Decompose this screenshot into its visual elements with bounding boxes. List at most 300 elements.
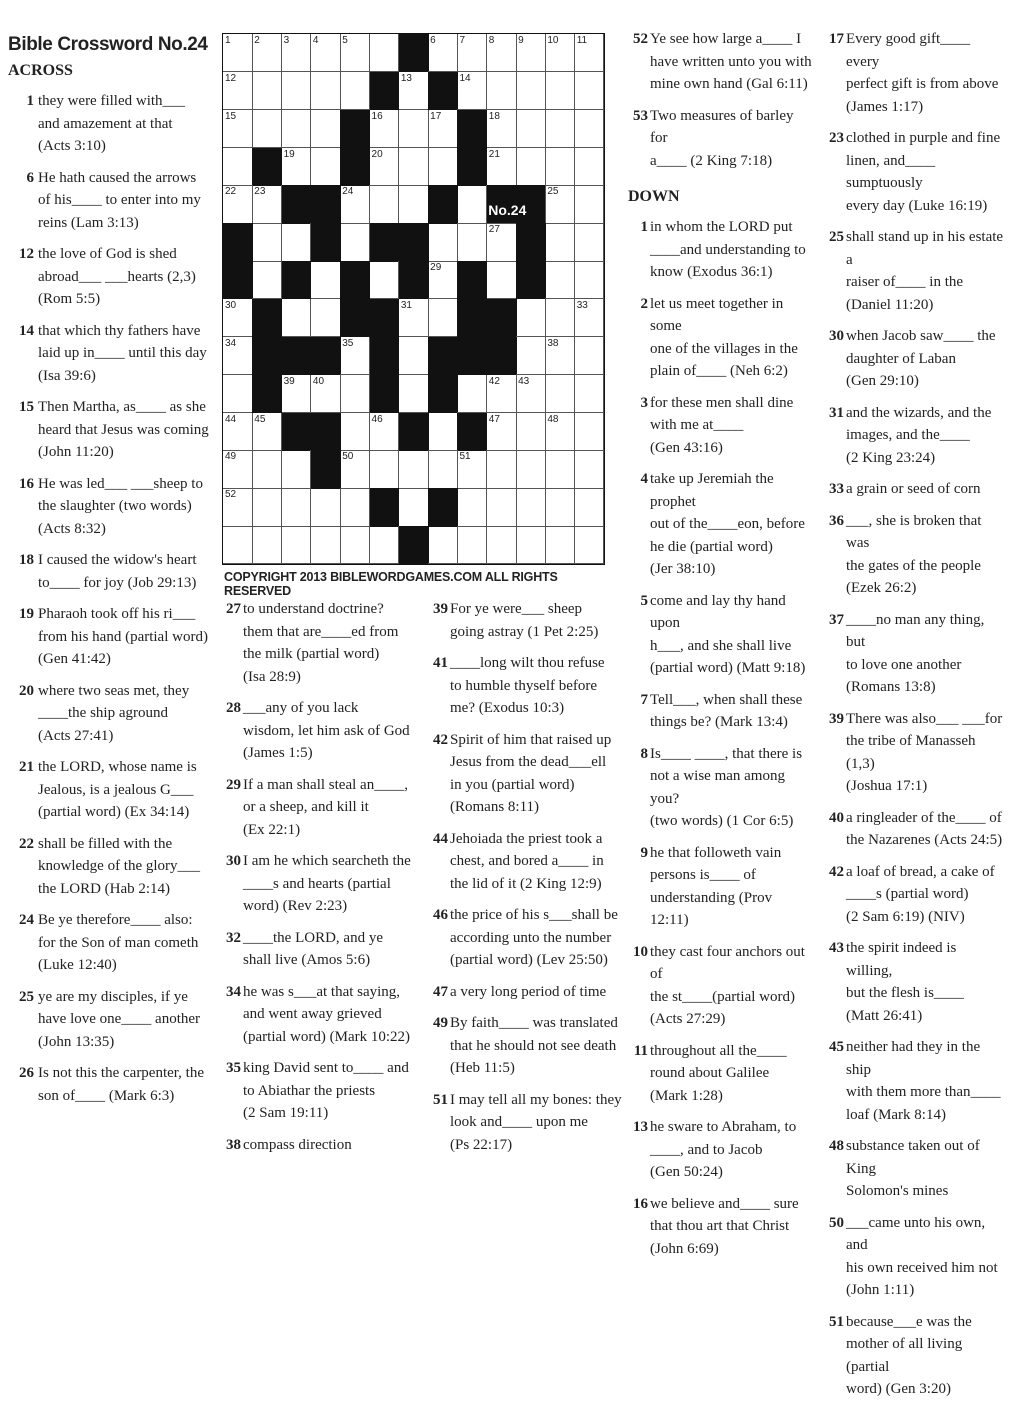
clue-text: to understand doctrine? them that are____ed from the milk (partial word) (Isa 28:9)	[243, 601, 399, 685]
cell-number: 14	[459, 72, 471, 84]
grid-cell[interactable]	[340, 526, 370, 564]
clue-item	[221, 850, 421, 918]
grid-cell[interactable]	[545, 185, 575, 223]
clue-text: that which thy fathers have laid up in____ until this day (Isa 39:6)	[38, 322, 207, 384]
clue-text: Two measures of barley for a____ (2 King 7:18)	[650, 107, 794, 169]
grid-block	[282, 337, 312, 375]
grid-cell[interactable]	[223, 148, 253, 186]
clue-item	[428, 598, 623, 643]
grid-cell[interactable]	[340, 450, 370, 488]
grid-cell[interactable]	[399, 299, 429, 337]
grid-cell[interactable]	[487, 72, 517, 110]
clue-text: a grain or seed of corn	[846, 481, 981, 497]
grid-cell[interactable]	[399, 185, 429, 223]
grid-block	[457, 299, 487, 337]
clue-text: neither had they in the ship with them more than____ loaf (Mark 8:14)	[846, 1039, 1001, 1123]
grid-cell[interactable]	[252, 526, 282, 564]
grid-cell[interactable]	[457, 34, 487, 72]
grid-cell[interactable]	[370, 185, 400, 223]
clue-item	[8, 396, 216, 464]
clue-number: 29	[226, 776, 241, 793]
clue-number: 16	[19, 475, 34, 492]
clue-item	[428, 729, 623, 819]
grid-cell[interactable]	[223, 450, 253, 488]
clue-number: 44	[433, 830, 448, 847]
clue-text: clothed in purple and fine linen, and____ sumptuously every day (Luke 16:19)	[846, 130, 1001, 214]
grid-cell[interactable]	[340, 223, 370, 261]
clue-text: king David sent to____ and to Abiathar the priests (2 Sam 19:11)	[243, 1060, 409, 1121]
grid-cell[interactable]	[487, 110, 517, 148]
grid-block	[311, 413, 341, 451]
grid-cell[interactable]	[575, 223, 605, 261]
grid-cell[interactable]	[575, 337, 605, 375]
clue-item	[628, 392, 813, 460]
clue-text: a ringleader of the____ of the Nazarenes (Acts 24:5)	[846, 809, 1003, 848]
grid-block	[252, 375, 282, 413]
clue-number: 3	[640, 394, 648, 411]
grid-cell[interactable]	[575, 261, 605, 299]
grid-cell[interactable]	[223, 34, 253, 72]
grid-cell[interactable]	[311, 148, 341, 186]
clue-number: 43	[829, 940, 844, 956]
clue-text: the price of his s___shall be according unto the number (partial word) (Lev 25:50)	[450, 907, 618, 968]
clue-number: 33	[829, 481, 844, 497]
grid-cell[interactable]	[487, 34, 517, 72]
puzzle-title: Bible Crossword No.24	[8, 34, 208, 55]
grid-cell[interactable]	[223, 299, 253, 337]
grid-cell[interactable]	[223, 488, 253, 526]
grid-cell[interactable]	[575, 110, 605, 148]
grid-cell[interactable]	[457, 185, 487, 223]
grid-cell[interactable]	[516, 450, 546, 488]
grid-cell[interactable]	[428, 110, 458, 148]
across-clue-list-2	[221, 598, 421, 1156]
clue-item	[824, 937, 1006, 1027]
clue-text: where two seas met, they ____the ship aground (Acts 27:41)	[38, 682, 190, 744]
grid-cell[interactable]	[428, 261, 458, 299]
down-heading: DOWN	[628, 188, 680, 205]
clue-text: and the wizards, and the images, and the____ (2 King 23:24)	[846, 404, 992, 466]
grid-cell[interactable]	[545, 261, 575, 299]
clue-text: a loaf of bread, a cake of ____s (partial word) (2 Sam 6:19) (NIV)	[846, 863, 995, 925]
grid-cell[interactable]	[370, 526, 400, 564]
grid-cell[interactable]	[457, 526, 487, 564]
grid-cell[interactable]	[252, 413, 282, 451]
clue-item	[824, 1212, 1006, 1302]
grid-cell[interactable]	[487, 413, 517, 451]
grid-cell[interactable]	[516, 72, 546, 110]
grid-block	[487, 299, 517, 337]
grid-cell[interactable]	[428, 450, 458, 488]
clue-number: 27	[226, 601, 241, 617]
grid-cell[interactable]	[545, 72, 575, 110]
grid-cell[interactable]	[370, 34, 400, 72]
grid-cell[interactable]	[282, 375, 312, 413]
grid-block	[340, 261, 370, 299]
grid-cell[interactable]	[516, 110, 546, 148]
grid-cell[interactable]	[575, 375, 605, 413]
clue-number: 10	[633, 943, 648, 960]
grid-block	[428, 185, 458, 223]
grid-block	[399, 413, 429, 451]
grid-cell[interactable]	[282, 299, 312, 337]
grid-cell[interactable]	[340, 413, 370, 451]
cell-number: 46	[371, 413, 383, 425]
grid-cell[interactable]	[311, 72, 341, 110]
cell-number: 6	[430, 35, 436, 46]
grid-block	[399, 261, 429, 299]
grid-cell[interactable]	[252, 223, 282, 261]
grid-cell[interactable]	[487, 148, 517, 186]
clue-item	[824, 127, 1006, 217]
clue-text: shall be filled with the knowledge of the glory___ the LORD (Hab 2:14)	[38, 835, 201, 897]
cell-number: 5	[342, 35, 348, 46]
grid-cell[interactable]	[487, 375, 517, 413]
grid-cell[interactable]	[545, 34, 575, 72]
clue-number: 36	[829, 512, 844, 529]
clue-number: 49	[433, 1015, 448, 1031]
grid-cell[interactable]	[545, 488, 575, 526]
grid-cell[interactable]	[516, 337, 546, 375]
grid-cell[interactable]	[516, 526, 546, 564]
grid-cell[interactable]	[311, 375, 341, 413]
grid-cell[interactable]	[516, 413, 546, 451]
grid-cell[interactable]	[370, 261, 400, 299]
grid-cell[interactable]	[428, 299, 458, 337]
across-column-1	[8, 33, 216, 1116]
grid-cell[interactable]	[516, 299, 546, 337]
clue-text: they were filled with___ and amazement at that (Acts 3:10)	[38, 93, 186, 154]
grid-cell[interactable]	[311, 526, 341, 564]
clue-item	[8, 90, 216, 158]
grid-cell[interactable]	[311, 110, 341, 148]
clue-text: Ye see how large a____ I have written unto you with mine own hand (Gal 6:11)	[650, 31, 812, 92]
grid-cell[interactable]	[545, 375, 575, 413]
clue-number: 40	[829, 809, 844, 826]
clue-item	[628, 1040, 813, 1108]
clue-text: come and lay thy hand upon h___, and she shall live (partial word) (Matt 9:18)	[650, 592, 806, 676]
grid-cell[interactable]	[516, 34, 546, 72]
clue-item	[824, 478, 1006, 501]
cell-number: 9	[518, 35, 524, 46]
grid-block	[370, 337, 400, 375]
clue-item	[221, 774, 421, 842]
grid-cell[interactable]	[223, 110, 253, 148]
cell-number: 8	[488, 35, 495, 46]
clue-text: Every good gift____ every perfect gift is from above (James 1:17)	[846, 31, 999, 115]
clue-item	[8, 833, 216, 901]
grid-cell[interactable]	[223, 375, 253, 413]
clue-item	[628, 941, 813, 1031]
crossword-grid	[222, 33, 605, 565]
grid-cell[interactable]	[457, 450, 487, 488]
grid-block	[370, 488, 400, 526]
clue-number: 7	[640, 691, 648, 708]
grid-cell[interactable]	[545, 148, 575, 186]
cell-number: 43	[518, 375, 530, 387]
grid-cell[interactable]	[252, 488, 282, 526]
clue-number: 47	[433, 983, 448, 1000]
grid-cell[interactable]	[545, 526, 575, 564]
clue-number: 15	[19, 399, 34, 415]
clue-item	[428, 904, 623, 972]
grid-cell[interactable]	[545, 450, 575, 488]
clue-number: 41	[433, 655, 448, 671]
grid-cell[interactable]	[399, 72, 429, 110]
clue-item	[824, 28, 1006, 118]
grid-cell[interactable]	[282, 526, 312, 564]
grid-cell[interactable]	[223, 337, 253, 375]
cell-number: 50	[342, 451, 354, 463]
across-column-3	[428, 598, 623, 1165]
grid-block	[428, 375, 458, 413]
grid-cell[interactable]	[545, 337, 575, 375]
grid-cell[interactable]	[575, 413, 605, 451]
clue-number: 31	[829, 404, 844, 421]
clue-number: 18	[19, 552, 34, 568]
grid-cell[interactable]	[282, 34, 312, 72]
grid-cell[interactable]	[487, 488, 517, 526]
grid-cell[interactable]	[311, 299, 341, 337]
grid-cell[interactable]	[457, 375, 487, 413]
grid-cell[interactable]	[575, 72, 605, 110]
clue-number: 25	[829, 229, 844, 245]
grid-cell[interactable]	[252, 110, 282, 148]
grid-cell[interactable]	[282, 148, 312, 186]
clue-item	[824, 402, 1006, 470]
grid-cell[interactable]	[516, 148, 546, 186]
grid-cell[interactable]	[311, 488, 341, 526]
grid-cell[interactable]	[223, 526, 253, 564]
grid-block	[370, 223, 400, 261]
grid-block	[340, 148, 370, 186]
clue-number: 39	[829, 710, 844, 727]
cell-number: 25	[547, 186, 559, 198]
clue-item	[824, 325, 1006, 393]
clue-text: let us meet together in some one of the villages in the plain of____ (Neh 6:2)	[650, 295, 798, 379]
clue-text: ___, she is broken that was the gates of the people (Ezek 26:2)	[846, 512, 982, 596]
grid-cell[interactable]	[516, 375, 546, 413]
grid-cell[interactable]	[282, 223, 312, 261]
clue-number: 22	[19, 835, 34, 852]
clue-item	[824, 708, 1006, 798]
clue-text: He hath caused the arrows of his____ to enter into my reins (Lam 3:13)	[38, 169, 201, 231]
cell-number: 34	[225, 337, 237, 349]
grid-cell[interactable]	[282, 450, 312, 488]
grid-cell[interactable]	[545, 110, 575, 148]
grid-cell[interactable]	[575, 148, 605, 186]
grid-cell[interactable]	[399, 110, 429, 148]
grid-cell[interactable]	[457, 223, 487, 261]
grid-cell[interactable]	[252, 72, 282, 110]
grid-block	[516, 261, 546, 299]
clue-item	[824, 510, 1006, 600]
cell-number: 4	[312, 35, 319, 46]
clue-text: substance taken out of King Solomon's mines	[846, 1138, 980, 1199]
grid-cell[interactable]	[223, 413, 253, 451]
cell-number: 31	[400, 300, 412, 311]
grid-cell[interactable]	[282, 110, 312, 148]
grid-cell[interactable]	[370, 110, 400, 148]
clue-item	[8, 473, 216, 541]
cell-number: 47	[488, 413, 500, 425]
clue-text: throughout all the____ round about Galilee (Mark 1:28)	[650, 1042, 787, 1104]
grid-cell[interactable]	[487, 261, 517, 299]
grid-cell[interactable]	[545, 223, 575, 261]
clue-text: because___e was the mother of all living (partial word) (Gen 3:20)	[846, 1313, 972, 1397]
grid-cell[interactable]	[223, 185, 253, 223]
grid-block	[370, 72, 400, 110]
grid-block	[457, 413, 487, 451]
grid-cell[interactable]	[282, 72, 312, 110]
clue-number: 1	[26, 93, 34, 109]
grid-cell[interactable]	[252, 261, 282, 299]
grid-cell[interactable]	[487, 450, 517, 488]
grid-block	[311, 337, 341, 375]
grid-cell[interactable]	[399, 450, 429, 488]
grid-cell[interactable]	[399, 488, 429, 526]
clue-item	[824, 807, 1006, 852]
clue-item	[8, 603, 216, 671]
grid-block	[370, 299, 400, 337]
grid-cell[interactable]	[340, 337, 370, 375]
grid-cell[interactable]	[428, 413, 458, 451]
grid-cell[interactable]	[223, 72, 253, 110]
cell-number: 1	[225, 35, 231, 46]
across-clue-list-3	[428, 598, 623, 1156]
clue-number: 45	[829, 1039, 844, 1055]
clue-text: He was led___ ___sheep to the slaughter (two words) (Acts 8:32)	[38, 475, 203, 537]
cell-number: 17	[430, 110, 442, 122]
clue-number: 17	[829, 31, 844, 47]
clue-text: Then Martha, as____ as she heard that Jesus was coming (John 11:20)	[38, 399, 209, 460]
clue-item	[8, 909, 216, 977]
grid-block	[311, 185, 341, 223]
grid-block	[457, 337, 487, 375]
clue-item	[824, 1135, 1006, 1203]
grid-cell[interactable]	[545, 413, 575, 451]
grid-cell[interactable]	[252, 185, 282, 223]
clue-text: take up Jeremiah the prophet out of the____eon, before he die (partial word) (Jer 38:10)	[650, 471, 805, 577]
grid-cell[interactable]	[252, 34, 282, 72]
grid-block	[252, 337, 282, 375]
grid-cell[interactable]	[487, 526, 517, 564]
clue-number: 19	[19, 606, 34, 622]
grid-block	[282, 185, 312, 223]
grid-cell[interactable]	[575, 450, 605, 488]
grid-cell[interactable]	[399, 337, 429, 375]
grid-cell[interactable]	[370, 413, 400, 451]
clue-number: 30	[226, 853, 241, 869]
clue-item	[628, 1193, 813, 1261]
cell-number: 40	[312, 375, 325, 387]
clue-number: 13	[633, 1119, 648, 1135]
grid-cell[interactable]	[545, 299, 575, 337]
grid-cell[interactable]	[428, 223, 458, 261]
grid-cell[interactable]	[575, 488, 605, 526]
grid-cell[interactable]	[457, 72, 487, 110]
grid-block	[252, 299, 282, 337]
clue-item	[824, 861, 1006, 929]
clue-item	[428, 981, 623, 1004]
across-clue-list-1	[8, 90, 216, 1107]
clue-number: 4	[640, 471, 648, 487]
grid-cell[interactable]	[428, 526, 458, 564]
clue-number: 16	[633, 1195, 648, 1212]
across-clue-list-4	[628, 28, 813, 172]
grid-block	[340, 110, 370, 148]
grid-cell[interactable]	[487, 223, 517, 261]
grid-block	[252, 148, 282, 186]
grid-cell[interactable]	[340, 72, 370, 110]
grid-cell[interactable]	[311, 34, 341, 72]
grid-cell[interactable]	[428, 148, 458, 186]
grid-cell[interactable]	[311, 261, 341, 299]
grid-cell[interactable]	[575, 34, 605, 72]
grid-cell[interactable]	[340, 488, 370, 526]
clue-item	[428, 1089, 623, 1157]
grid-cell[interactable]	[340, 185, 370, 223]
grid-cell[interactable]	[399, 148, 429, 186]
cell-number: 22	[225, 186, 237, 198]
clue-text: the LORD, whose name is Jealous, is a jealous G___ (partial word) (Ex 34:14)	[38, 759, 197, 820]
grid-cell[interactable]	[575, 299, 605, 337]
grid-cell[interactable]	[340, 34, 370, 72]
grid-cell[interactable]	[252, 450, 282, 488]
grid-cell[interactable]	[370, 148, 400, 186]
grid-block	[399, 223, 429, 261]
clue-number: 35	[226, 1060, 241, 1076]
grid-cell[interactable]	[575, 185, 605, 223]
clue-item	[221, 1057, 421, 1125]
clue-number: 37	[829, 611, 844, 628]
clue-text: we believe and____ sure that thou art that Christ (John 6:69)	[650, 1195, 799, 1257]
grid-cell[interactable]	[340, 375, 370, 413]
clue-item	[628, 28, 813, 96]
clue-number: 26	[19, 1065, 34, 1081]
grid-cell[interactable]	[516, 488, 546, 526]
cell-number: 15	[225, 110, 237, 122]
clue-number: 32	[226, 929, 241, 946]
clue-number: 2	[640, 295, 648, 312]
clue-text: I may tell all my bones: they look and____ upon me (Ps 22:17)	[450, 1091, 622, 1153]
clue-text: Pharaoh took off his ri___ from his hand (partial word) (Gen 41:42)	[38, 606, 208, 667]
grid-cell[interactable]	[399, 375, 429, 413]
across-column-2	[221, 598, 421, 1165]
clue-text: in whom the LORD put ____and understanding to know (Exodus 36:1)	[650, 219, 806, 280]
clue-number: 51	[433, 1091, 448, 1108]
grid-block	[340, 299, 370, 337]
clue-text: Jehoiada the priest took a chest, and bored a____ in the lid of it (2 King 12:9)	[450, 830, 604, 892]
clue-text: Spirit of him that raised up Jesus from the dead___ell in you (partial word) (Romans 8:11)	[450, 731, 612, 815]
grid-cell[interactable]	[370, 450, 400, 488]
clue-item	[628, 743, 813, 833]
clue-item	[8, 549, 216, 594]
clue-number: 24	[19, 912, 34, 928]
grid-block	[223, 261, 253, 299]
grid-cell[interactable]	[428, 34, 458, 72]
clue-item	[824, 1311, 1006, 1401]
grid-cell[interactable]	[457, 488, 487, 526]
grid-cell[interactable]	[282, 488, 312, 526]
clue-number: 42	[829, 863, 844, 880]
grid-cell[interactable]	[575, 526, 605, 564]
cell-number: 3	[283, 35, 290, 46]
clue-number: 14	[19, 322, 34, 339]
clue-item	[824, 226, 1006, 316]
clue-text: There was also___ ___for the tribe of Manasseh (1,3) (Joshua 17:1)	[846, 710, 1003, 794]
grid-block	[399, 526, 429, 564]
